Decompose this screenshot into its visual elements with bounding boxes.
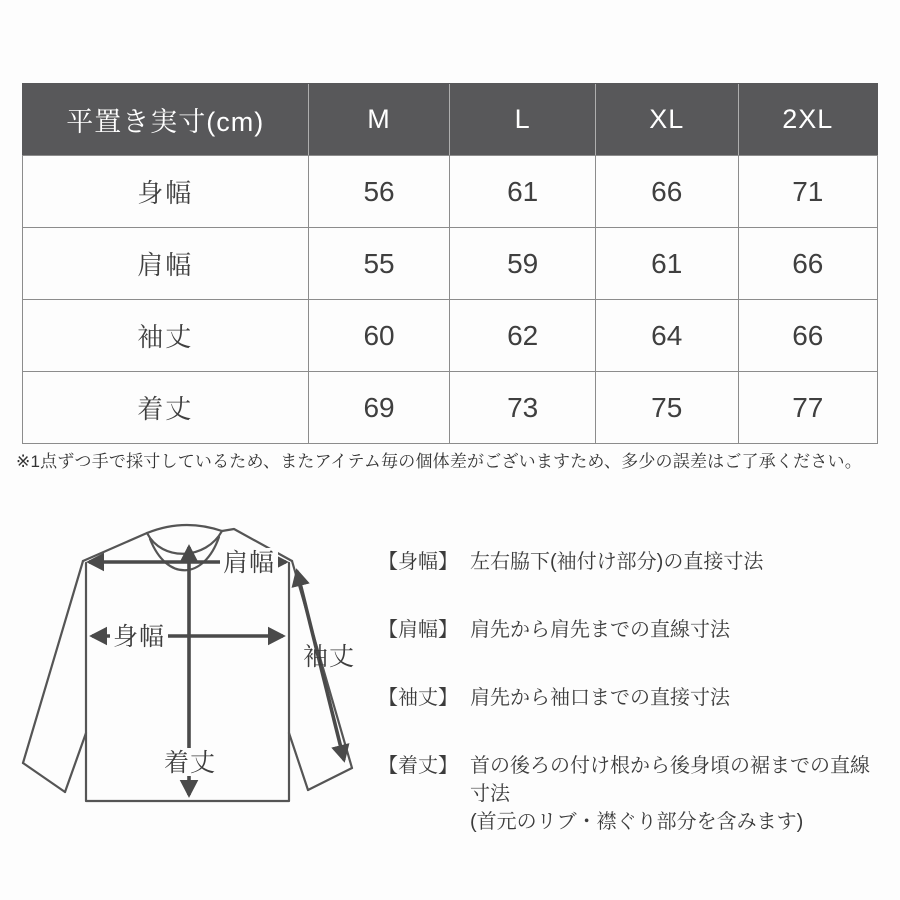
table-header-row — [23, 84, 878, 156]
cell-value: 75 — [595, 372, 738, 444]
row-label-garment-length: 着丈 — [23, 372, 309, 444]
definition-term: 【身幅】 — [378, 551, 458, 573]
cell-value: 61 — [450, 156, 595, 228]
cell-value: 73 — [450, 372, 595, 444]
definition-description — [470, 752, 888, 836]
definition-description-line2: (首元のリブ・襟ぐり部分を含みます) — [470, 811, 804, 833]
table-row — [23, 372, 878, 444]
cell-value: 60 — [308, 300, 450, 372]
row-label-shoulder-width: 肩幅 — [23, 228, 309, 300]
size-table — [22, 83, 878, 444]
definition-term: 【着丈】 — [378, 755, 458, 777]
definition-description: 肩先から袖口までの直接寸法 — [470, 687, 730, 709]
cell-value: 64 — [595, 300, 738, 372]
definition-body-width — [378, 548, 888, 576]
table-row — [23, 228, 878, 300]
cell-value: 66 — [738, 228, 877, 300]
measurement-disclaimer-note: ※1点ずつ手で採寸しているため、またアイテム毎の個体差がございますため、多少の誤差はご了承ください。 — [16, 452, 862, 471]
definition-description: 左右脇下(袖付け部分)の直接寸法 — [470, 551, 764, 573]
definition-term: 【肩幅】 — [378, 619, 458, 641]
definition-sleeve-length — [378, 684, 888, 712]
definition-term: 【袖丈】 — [378, 687, 458, 709]
table-row — [23, 300, 878, 372]
definition-garment-length — [378, 752, 888, 836]
garment-measurement-diagram — [15, 505, 375, 875]
header-size-m: M — [308, 84, 450, 156]
measurement-definitions — [378, 548, 888, 876]
cell-value: 77 — [738, 372, 877, 444]
label-garment-length: 着丈 — [163, 749, 217, 777]
cell-value: 71 — [738, 156, 877, 228]
row-label-sleeve-length: 袖丈 — [23, 300, 309, 372]
header-size-l: L — [450, 84, 595, 156]
label-sleeve-length: 袖丈 — [302, 643, 356, 671]
header-size-2xl: 2XL — [738, 84, 877, 156]
definition-description-line1: 首の後ろの付け根から後身頃の裾までの直線寸法 — [470, 755, 870, 805]
size-table-container — [22, 83, 878, 444]
cell-value: 59 — [450, 228, 595, 300]
cell-value: 55 — [308, 228, 450, 300]
label-body-width: 身幅 — [112, 623, 166, 651]
cell-value: 61 — [595, 228, 738, 300]
label-shoulder-width: 肩幅 — [222, 549, 276, 577]
cell-value: 69 — [308, 372, 450, 444]
cell-value: 62 — [450, 300, 595, 372]
header-measurement-title: 平置き実寸(cm) — [23, 84, 309, 156]
diagram-labels — [110, 548, 355, 777]
cell-value: 66 — [595, 156, 738, 228]
header-size-xl: XL — [595, 84, 738, 156]
cell-value: 66 — [738, 300, 877, 372]
definition-shoulder-width — [378, 616, 888, 644]
garment-diagram-svg — [15, 505, 375, 875]
table-row — [23, 156, 878, 228]
definition-description: 肩先から肩先までの直線寸法 — [470, 619, 730, 641]
cell-value: 56 — [308, 156, 450, 228]
row-label-body-width: 身幅 — [23, 156, 309, 228]
